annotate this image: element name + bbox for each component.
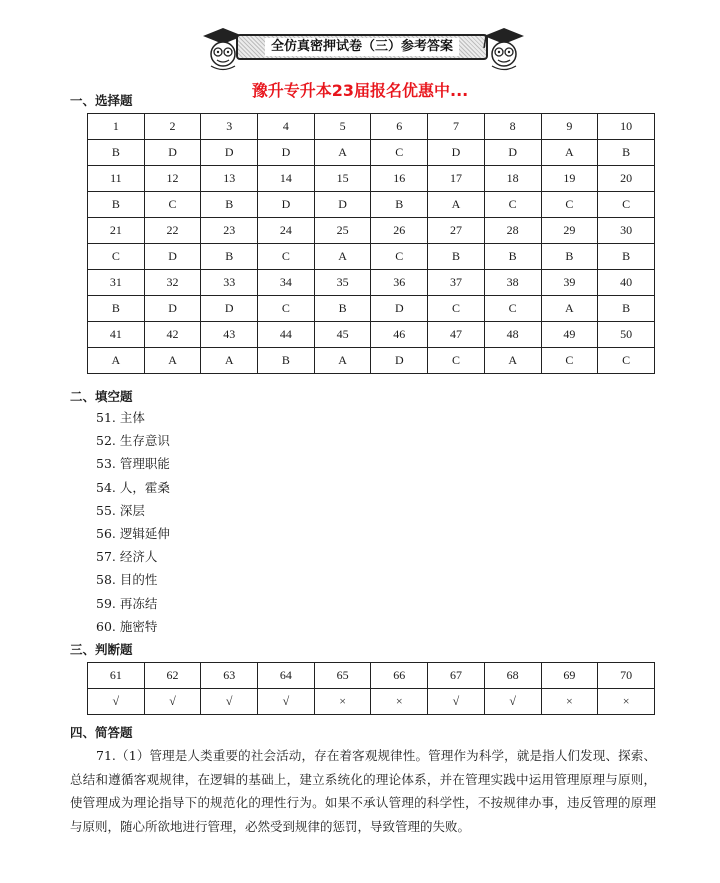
answer-cell: A bbox=[201, 348, 258, 374]
question-number-cell: 6 bbox=[371, 114, 428, 140]
answer-cell: C bbox=[371, 244, 428, 270]
question-number-cell: 18 bbox=[484, 166, 541, 192]
table-row bbox=[88, 322, 655, 348]
question-number-cell: 45 bbox=[314, 322, 371, 348]
answer-cell: A bbox=[314, 348, 371, 374]
list-item: 54. 人，霍桑 bbox=[96, 479, 170, 495]
list-item: 57. 经济人 bbox=[96, 549, 158, 565]
question-number-cell: 12 bbox=[144, 166, 201, 192]
question-number-cell: 29 bbox=[541, 218, 598, 244]
answer-cell: D bbox=[484, 140, 541, 166]
section-title-judge: 三、判断题 bbox=[70, 642, 133, 657]
question-number-cell: 24 bbox=[258, 218, 315, 244]
question-number-cell: 19 bbox=[541, 166, 598, 192]
section-title-short-answer: 四、简答题 bbox=[70, 725, 133, 740]
question-number-cell: 30 bbox=[598, 218, 655, 244]
answer-cell: A bbox=[314, 244, 371, 270]
table-row bbox=[88, 296, 655, 322]
answer-cell: C bbox=[371, 140, 428, 166]
question-number-cell: 22 bbox=[144, 218, 201, 244]
question-number-cell: 4 bbox=[258, 114, 315, 140]
answer-cell: D bbox=[258, 192, 315, 218]
page-title: 全仿真密押试卷（三）参考答案 bbox=[265, 38, 459, 56]
answer-cell: A bbox=[314, 140, 371, 166]
question-number-cell: 34 bbox=[258, 270, 315, 296]
question-number-cell: 67 bbox=[428, 663, 485, 689]
answer-cell: C bbox=[88, 244, 145, 270]
question-number-cell: 65 bbox=[314, 663, 371, 689]
fill-answer-list bbox=[96, 409, 170, 641]
answer-cell: D bbox=[258, 140, 315, 166]
answer-cell: C bbox=[484, 296, 541, 322]
question-number-cell: 32 bbox=[144, 270, 201, 296]
answer-cell: B bbox=[541, 244, 598, 270]
answer-cell: √ bbox=[144, 689, 201, 715]
table-row bbox=[88, 218, 655, 244]
question-number-cell: 28 bbox=[484, 218, 541, 244]
table-row bbox=[88, 166, 655, 192]
question-number-cell: 21 bbox=[88, 218, 145, 244]
answer-cell: B bbox=[371, 192, 428, 218]
question-number-cell: 66 bbox=[371, 663, 428, 689]
question-number-cell: 64 bbox=[258, 663, 315, 689]
answer-cell: A bbox=[88, 348, 145, 374]
answer-cell: D bbox=[201, 140, 258, 166]
answer-cell: √ bbox=[201, 689, 258, 715]
answer-cell: √ bbox=[258, 689, 315, 715]
list-item: 58. 目的性 bbox=[96, 572, 158, 588]
question-number-cell: 49 bbox=[541, 322, 598, 348]
answer-cell: D bbox=[371, 348, 428, 374]
question-number-cell: 8 bbox=[484, 114, 541, 140]
section-title-choice: 一、选择题 bbox=[70, 93, 133, 108]
question-number-cell: 3 bbox=[201, 114, 258, 140]
question-number-cell: 46 bbox=[371, 322, 428, 348]
answer-cell: C bbox=[598, 192, 655, 218]
question-number-cell: 15 bbox=[314, 166, 371, 192]
answer-cell: A bbox=[541, 140, 598, 166]
answer-cell: √ bbox=[88, 689, 145, 715]
question-number-cell: 44 bbox=[258, 322, 315, 348]
answer-cell: C bbox=[428, 296, 485, 322]
list-item: 55. 深层 bbox=[96, 502, 145, 518]
list-item: 56. 逻辑延伸 bbox=[96, 525, 170, 541]
answer-cell: D bbox=[144, 296, 201, 322]
list-item: 59. 再冻结 bbox=[96, 595, 158, 611]
question-number-cell: 42 bbox=[144, 322, 201, 348]
question-number-cell: 50 bbox=[598, 322, 655, 348]
table-row bbox=[88, 192, 655, 218]
question-number-cell: 14 bbox=[258, 166, 315, 192]
table-row bbox=[88, 270, 655, 296]
question-number-cell: 62 bbox=[144, 663, 201, 689]
table-row bbox=[88, 663, 655, 689]
answer-cell: B bbox=[314, 296, 371, 322]
question-number-cell: 36 bbox=[371, 270, 428, 296]
question-number-cell: 1 bbox=[88, 114, 145, 140]
answer-cell: B bbox=[484, 244, 541, 270]
question-number-cell: 38 bbox=[484, 270, 541, 296]
answer-cell: D bbox=[144, 244, 201, 270]
question-number-cell: 13 bbox=[201, 166, 258, 192]
answer-cell: B bbox=[201, 192, 258, 218]
question-number-cell: 35 bbox=[314, 270, 371, 296]
table-row bbox=[88, 244, 655, 270]
choice-answer-table bbox=[87, 113, 655, 374]
answer-cell: D bbox=[314, 192, 371, 218]
question-number-cell: 9 bbox=[541, 114, 598, 140]
answer-cell: A bbox=[428, 192, 485, 218]
question-number-cell: 20 bbox=[598, 166, 655, 192]
answer-cell: × bbox=[541, 689, 598, 715]
answer-cell: C bbox=[258, 296, 315, 322]
answer-cell: C bbox=[541, 192, 598, 218]
question-number-cell: 68 bbox=[484, 663, 541, 689]
list-item: 51. 主体 bbox=[96, 410, 145, 425]
promo-banner: 豫升专升本23届报名优惠中... bbox=[251, 81, 469, 100]
short-answer-paragraph: 71.（1）管理是人类重要的社会活动，存在着客观规律性。管理作为科学，就是指人们发现、探索、总结和遵循客观规律，在逻辑的基础上，建立系统化的理论体系，并在管理实践中运用管理原理与原则，使管理成为理论指导下的规范化的理性行为。如果不承认管理的科学性，不按规律办事，违反管理的原理与原则，随心所欲地进行管理，必然受到规律的惩罚，导致管理的失败。 bbox=[70, 748, 656, 834]
question-number-cell: 10 bbox=[598, 114, 655, 140]
answer-cell: A bbox=[484, 348, 541, 374]
answer-cell: √ bbox=[428, 689, 485, 715]
table-row bbox=[88, 140, 655, 166]
table-row bbox=[88, 689, 655, 715]
question-number-cell: 63 bbox=[201, 663, 258, 689]
question-number-cell: 39 bbox=[541, 270, 598, 296]
question-number-cell: 2 bbox=[144, 114, 201, 140]
answer-cell: B bbox=[88, 192, 145, 218]
question-number-cell: 23 bbox=[201, 218, 258, 244]
question-number-cell: 25 bbox=[314, 218, 371, 244]
answer-cell: D bbox=[144, 140, 201, 166]
question-number-cell: 17 bbox=[428, 166, 485, 192]
answer-cell: × bbox=[371, 689, 428, 715]
question-number-cell: 27 bbox=[428, 218, 485, 244]
list-item: 53. 管理职能 bbox=[96, 456, 170, 472]
question-number-cell: 69 bbox=[541, 663, 598, 689]
title-banner bbox=[236, 34, 488, 60]
page-header bbox=[0, 22, 720, 68]
answer-cell: C bbox=[484, 192, 541, 218]
table-row bbox=[88, 114, 655, 140]
question-number-cell: 7 bbox=[428, 114, 485, 140]
question-number-cell: 47 bbox=[428, 322, 485, 348]
question-number-cell: 11 bbox=[88, 166, 145, 192]
answer-cell: B bbox=[428, 244, 485, 270]
answer-cell: D bbox=[201, 296, 258, 322]
question-number-cell: 43 bbox=[201, 322, 258, 348]
answer-cell: √ bbox=[484, 689, 541, 715]
answer-cell: B bbox=[598, 244, 655, 270]
answer-cell: C bbox=[428, 348, 485, 374]
list-item: 52. 生存意识 bbox=[96, 433, 170, 449]
list-item: 60. 施密特 bbox=[96, 618, 158, 634]
answer-cell: C bbox=[144, 192, 201, 218]
question-number-cell: 31 bbox=[88, 270, 145, 296]
judge-answer-table bbox=[87, 662, 655, 715]
answer-cell: B bbox=[258, 348, 315, 374]
question-number-cell: 16 bbox=[371, 166, 428, 192]
question-number-cell: 40 bbox=[598, 270, 655, 296]
question-number-cell: 70 bbox=[598, 663, 655, 689]
answer-cell: B bbox=[201, 244, 258, 270]
answer-cell: B bbox=[88, 140, 145, 166]
answer-cell: B bbox=[598, 140, 655, 166]
question-number-cell: 41 bbox=[88, 322, 145, 348]
table-row bbox=[88, 348, 655, 374]
section-title-fill: 二、填空题 bbox=[70, 389, 133, 404]
question-number-cell: 26 bbox=[371, 218, 428, 244]
cartoon-professor-icon bbox=[478, 26, 530, 74]
answer-cell: A bbox=[541, 296, 598, 322]
question-number-cell: 37 bbox=[428, 270, 485, 296]
answer-cell: D bbox=[371, 296, 428, 322]
question-number-cell: 48 bbox=[484, 322, 541, 348]
answer-cell: A bbox=[144, 348, 201, 374]
question-number-cell: 61 bbox=[88, 663, 145, 689]
answer-cell: B bbox=[598, 296, 655, 322]
answer-cell: × bbox=[314, 689, 371, 715]
answer-cell: × bbox=[598, 689, 655, 715]
answer-cell: D bbox=[428, 140, 485, 166]
answer-cell: C bbox=[258, 244, 315, 270]
answer-cell: C bbox=[598, 348, 655, 374]
question-number-cell: 33 bbox=[201, 270, 258, 296]
answer-cell: B bbox=[88, 296, 145, 322]
answer-cell: C bbox=[541, 348, 598, 374]
question-number-cell: 5 bbox=[314, 114, 371, 140]
